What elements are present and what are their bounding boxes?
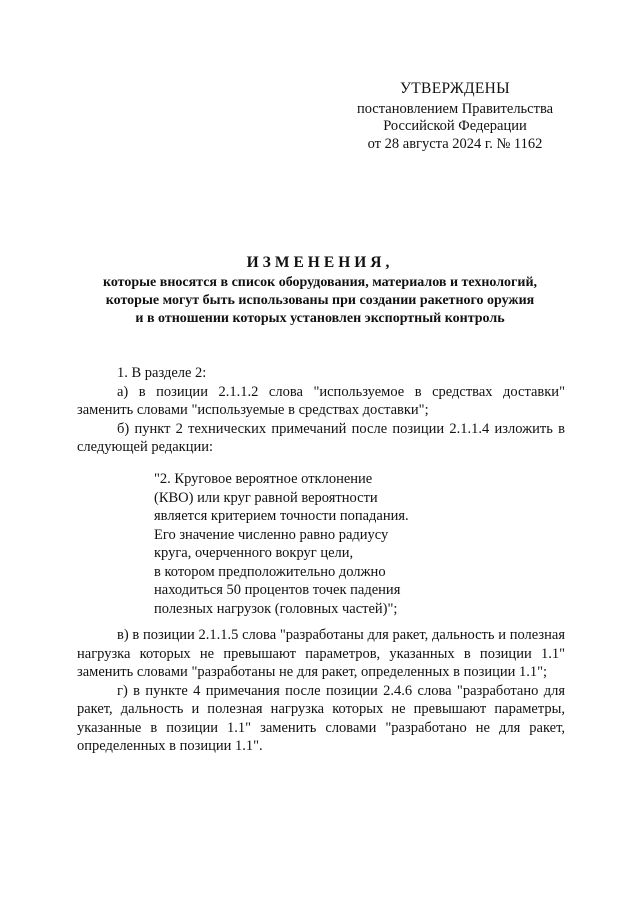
quote-line: является критерием точности попадания.: [154, 508, 409, 524]
approval-stamp: [340, 80, 570, 153]
section-1: [77, 364, 565, 457]
approval-line-2: Российской Федерации: [383, 118, 527, 134]
quote-line: (КВО) или круг равной вероятности: [154, 489, 378, 506]
document-title: ИЗМЕНЕНИЯ,: [246, 254, 394, 271]
document-subtitle: [60, 274, 580, 328]
quoted-definition: [154, 470, 474, 618]
quote-line: в котором предположительно должно: [154, 563, 386, 580]
quote-line: "2. Круговое вероятное отклонение: [154, 471, 373, 487]
quote-line: круга, очерченного вокруг цели,: [154, 545, 354, 561]
item-a-paragraph: а) в позиции 2.1.1.2 слова "используемое в средствах доставки" заменить словами "используемые в средствах доставки";: [77, 383, 565, 418]
quote-line: Его значение численно равно радиусу: [154, 526, 389, 543]
section-2: [77, 626, 565, 756]
section-heading: 1. В разделе 2:: [117, 365, 207, 381]
item-g-paragraph: г) в пункте 4 примечания после позиции 2.4.6 слова "разработано для ракет, дальность и полезная нагрузка которых не превышают параметры, указанные в позиции 1.1" заменить словами "разработано не для ракет, определенных в позиции 1.1".: [77, 682, 565, 754]
item-b-paragraph: б) пункт 2 технических примечаний после позиции 2.1.1.4 изложить в следующей редакции:: [77, 420, 565, 455]
approval-line-3: от 28 августа 2024 г. № 1162: [367, 135, 543, 152]
subtitle-line-2: которые могут быть использованы при создании ракетного оружия: [105, 293, 535, 308]
subtitle-line-3: и в отношении которых установлен экспортный контроль: [135, 311, 505, 326]
approval-line-1: постановлением Правительства: [356, 100, 554, 117]
quote-line: находиться 50 процентов точек падения: [154, 582, 401, 598]
item-v-paragraph: в) в позиции 2.1.1.5 слова "разработаны для ракет, дальность и полезная нагрузка которых не превышают параметров, указанных в позиции 1.1" заменить словами "разработаны не для ракет, определенных в позиции 1.1";: [77, 627, 565, 680]
subtitle-line-1: которые вносятся в список оборудования, материалов и технологий,: [102, 275, 538, 290]
quote-line: полезных нагрузок (головных частей)";: [154, 600, 398, 617]
approved-heading: УТВЕРЖДЕНЫ: [400, 80, 510, 97]
